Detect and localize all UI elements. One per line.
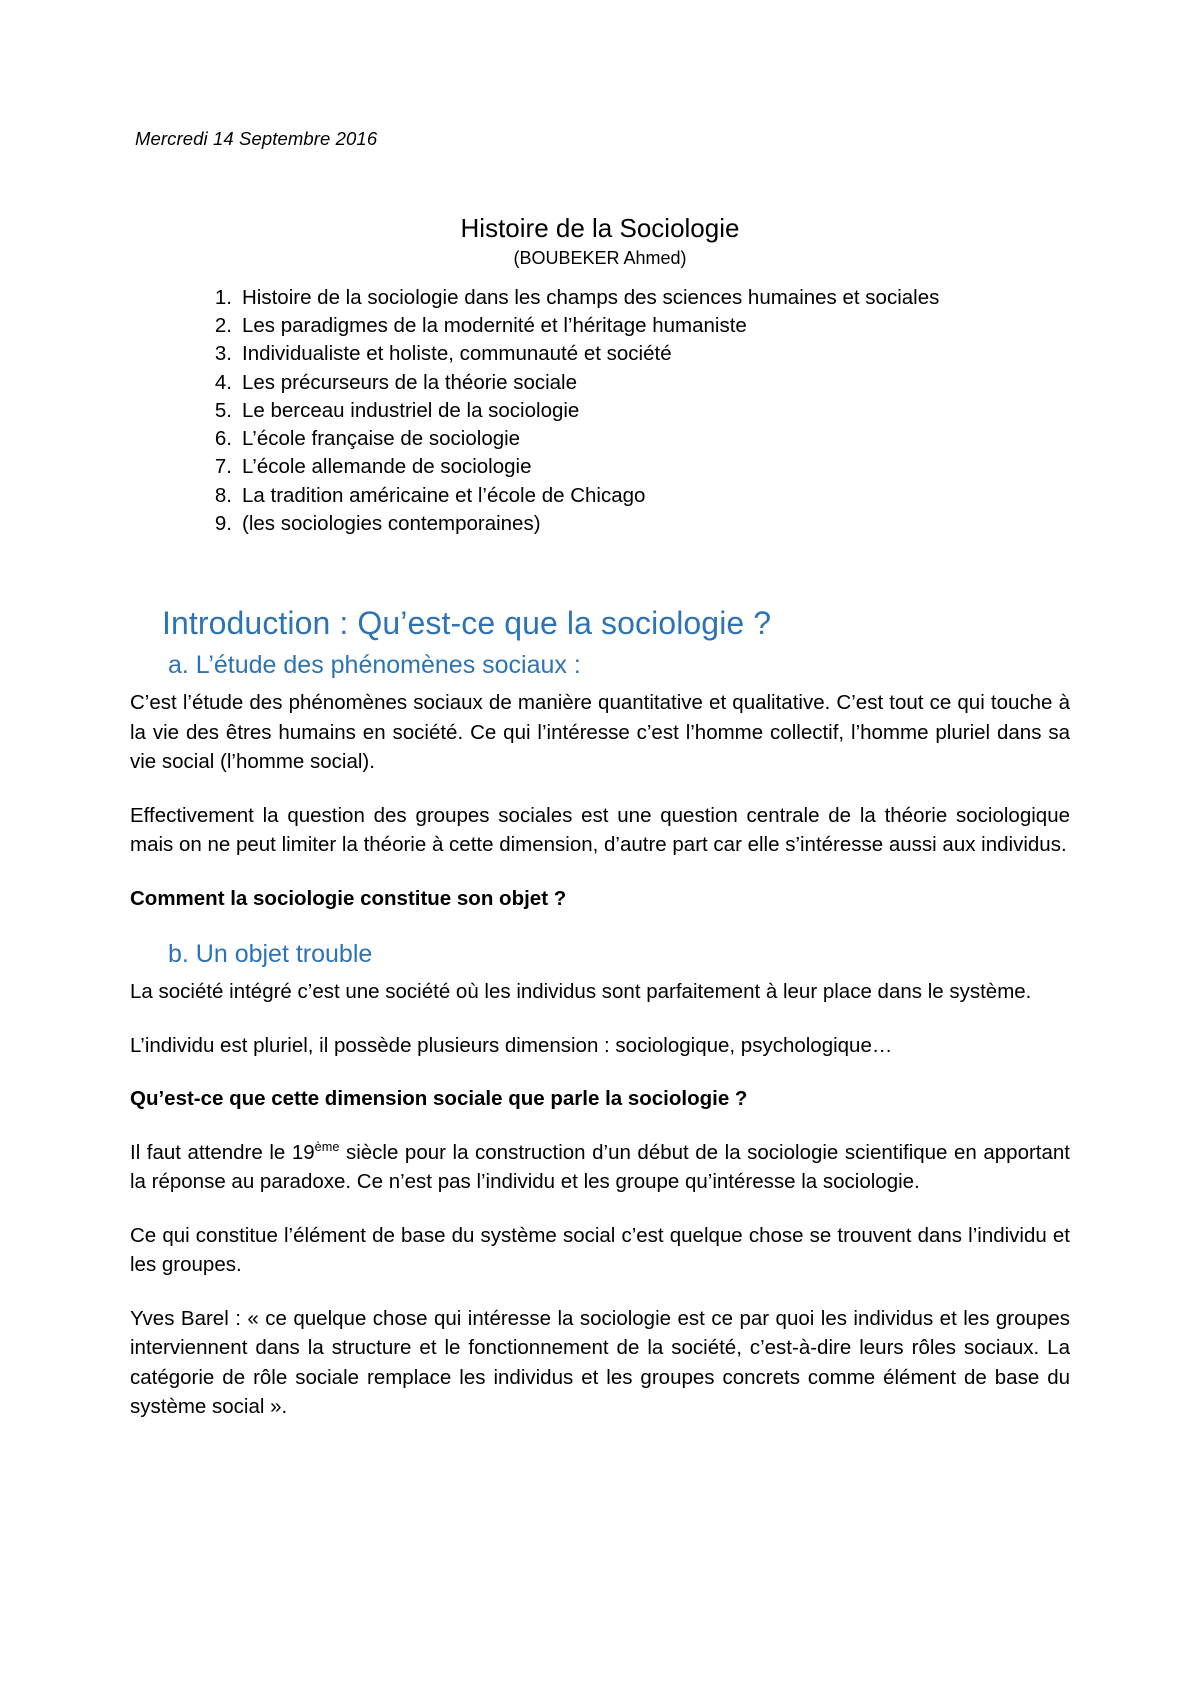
page-title: Histoire de la Sociologie: [460, 213, 740, 244]
course-outline-list: [130, 284, 1070, 538]
ordinal-superscript: ème: [314, 1138, 340, 1154]
paragraph-a2: Effectivement la question des groupes sociales est une question centrale de la théorie sociologique mais on ne peut limiter la théorie à cette dimension, d’autre part car elle s’intéresse aussi aux individus.: [130, 803, 1070, 857]
list-item: Individualiste et holiste, communauté et société: [242, 342, 672, 366]
list-item: Les paradigmes de la modernité et l’héritage humaniste: [242, 314, 747, 338]
heading-introduction: Introduction : Qu’est-ce que la sociologie ?: [162, 604, 772, 641]
list-item: L’école française de sociologie: [242, 427, 521, 451]
heading-section-b: b. Un objet trouble: [168, 940, 373, 969]
question-a: Comment la sociologie constitue son objet ?: [130, 886, 567, 910]
list-item: Les précurseurs de la théorie sociale: [242, 370, 578, 394]
list-item: Le berceau industriel de la sociologie: [242, 398, 580, 422]
list-item: La tradition américaine et l’école de Chicago: [242, 483, 646, 507]
list-item: (les sociologies contemporaines): [242, 511, 541, 535]
question-b: Qu’est-ce que cette dimension sociale que parle la sociologie ?: [130, 1087, 748, 1111]
paragraph-b1: La société intégré c’est une société où les individus sont parfaitement à leur place dans le système.: [130, 980, 1032, 1004]
paragraph-b4: Ce qui constitue l’élément de base du système social c’est quelque chose se trouvent dans l’individu et les groupes.: [130, 1223, 1070, 1277]
document-date: Mercredi 14 Septembre 2016: [135, 128, 378, 149]
paragraph-a1: C’est l’étude des phénomènes sociaux de manière quantitative et qualitative. C’est tout ce qui touche à la vie des êtres humains en société. Ce qui l’intéresse c’est l’homme collectif, l’homme pluriel dans sa vie social (l’homme social).: [130, 691, 1070, 774]
document-author: (BOUBEKER Ahmed): [513, 247, 687, 268]
heading-section-a: a. L’étude des phénomènes sociaux :: [168, 651, 581, 680]
paragraph-b3-post: siècle pour la construction d’un début de la sociologie scientifique en apportant la réponse au paradoxe. Ce n’est pas l’individu et les groupe qu’intéresse la sociologie.: [130, 1140, 1070, 1194]
paragraph-b5-quote: Yves Barel : « ce quelque chose qui intéresse la sociologie est ce par quoi les individus et les groupes interviennent dans la structure et le fonctionnement de la société, c’est-à-dire leurs rôles sociaux. La catégorie de rôle sociale remplace les individus et les groupes concrets comme élément de base du système social ».: [130, 1306, 1070, 1419]
paragraph-b2: L’individu est pluriel, il possède plusieurs dimension : sociologique, psychologique…: [130, 1033, 893, 1057]
list-item: Histoire de la sociologie dans les champs des sciences humaines et sociales: [242, 286, 940, 310]
paragraph-b3: [130, 1138, 1070, 1197]
paragraph-b3-pre: Il faut attendre le 19: [130, 1140, 315, 1164]
list-item: L’école allemande de sociologie: [242, 455, 532, 479]
